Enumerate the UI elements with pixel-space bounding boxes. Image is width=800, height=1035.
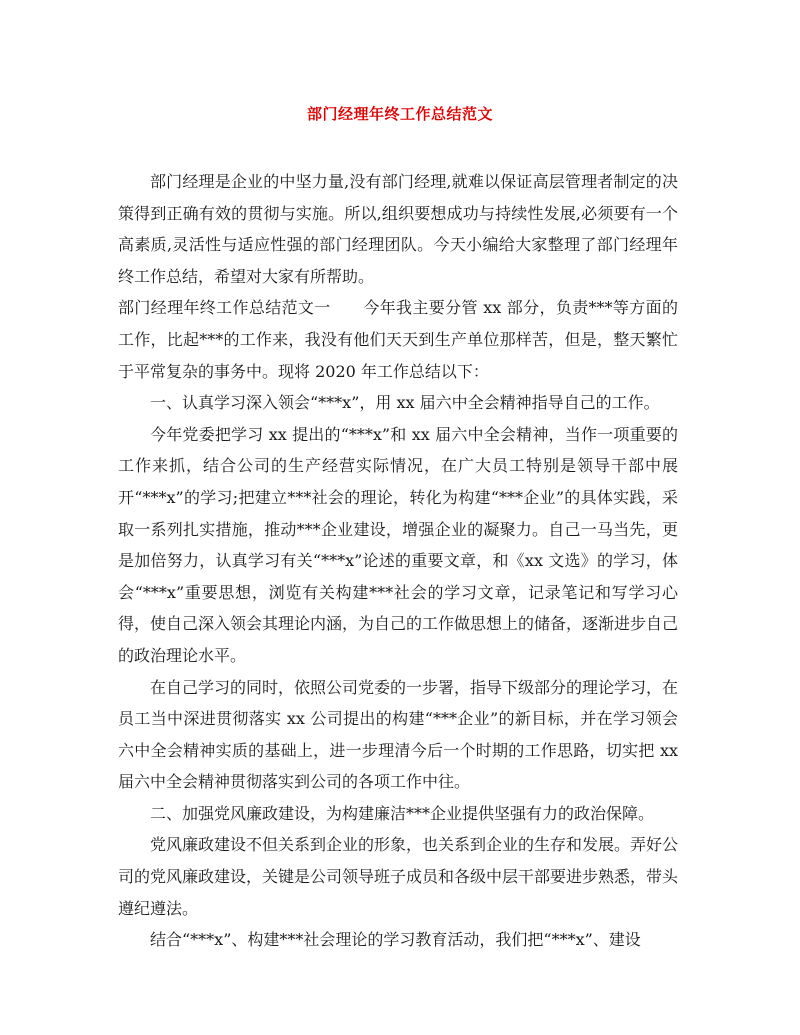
paragraph-guidance: 在自己学习的同时，依照公司党委的一步署，指导下级部分的理论学习，在员工当中深进贯彻落实 xx 公司提出的构建“***企业”的新目标，并在学习领会六中全会精神实质的基础上，进一步理清今后一个时期的工作思路，切实把 xx 届六中全会精神贯彻落实到公司的各项工作中往。 <box>118 677 679 792</box>
document-title: 部门经理年终工作总结范文 <box>306 105 493 123</box>
paragraph-study: 今年党委把学习 xx 提出的“***x”和 xx 届六中全会精神，当作一项重要的工作来抓，结合公司的生产经营实际情况，在广大员工特别是领导干部中展开“***x”的学习;把建立***社会的理论，转化为构建“***企业”的具体实践，采取一系列扎实措施，推动***企业建设，增强企业的凝聚力。自己一马当先，更是加倍努力，认真学习有关“***x”论述的重要文章，和《xx 文选》的学习，体会“***x”重要思想，浏览有关构建***社会的学习文章，记录笔记和写学习心得，使自己深入领会其理论内涵，为自己的工作做思想上的储备，逐渐进步自己的政治理论水平。 <box>118 424 679 665</box>
paragraph-sample-one: 部门经理年终工作总结范文一 今年我主要分管 xx 部分，负责***等方面的工作，比起***的工作来，我没有他们天天到生产单位那样苦，但是，整天繁忙于平常复杂的事务中。现将 2020 年工作总结以下： <box>118 298 678 381</box>
section-heading-one: 一、认真学习深入领会“***x”，用 xx 届六中全会精神指导自己的工作。 <box>150 393 660 413</box>
paragraph-combine: 结合“***x”、构建***社会理论的学习教育活动，我们把“***x”、建设 <box>150 930 641 950</box>
document-body <box>118 166 678 956</box>
section-heading-two: 二、加强党风廉政建设，为构建廉洁***企业提供坚强有力的政治保障。 <box>150 803 655 823</box>
paragraph-integrity: 党风廉政建设不但关系到企业的形象，也关系到企业的生存和发展。弄好公司的党风廉政建设，关键是公司领导班子成员和各级中层干部要进步熟悉，带头遵纪遵法。 <box>118 835 679 918</box>
paragraph-intro: 部门经理是企业的中坚力量,没有部门经理,就难以保证高层管理者制定的决策得到正确有效的贯彻与实施。所以,组织要想成功与持续性发展,必须要有一个高素质,灵活性与适应性强的部门经理团队。今天小编给大家整理了部门经理年终工作总结，希望对大家有所帮助。 <box>118 172 678 286</box>
